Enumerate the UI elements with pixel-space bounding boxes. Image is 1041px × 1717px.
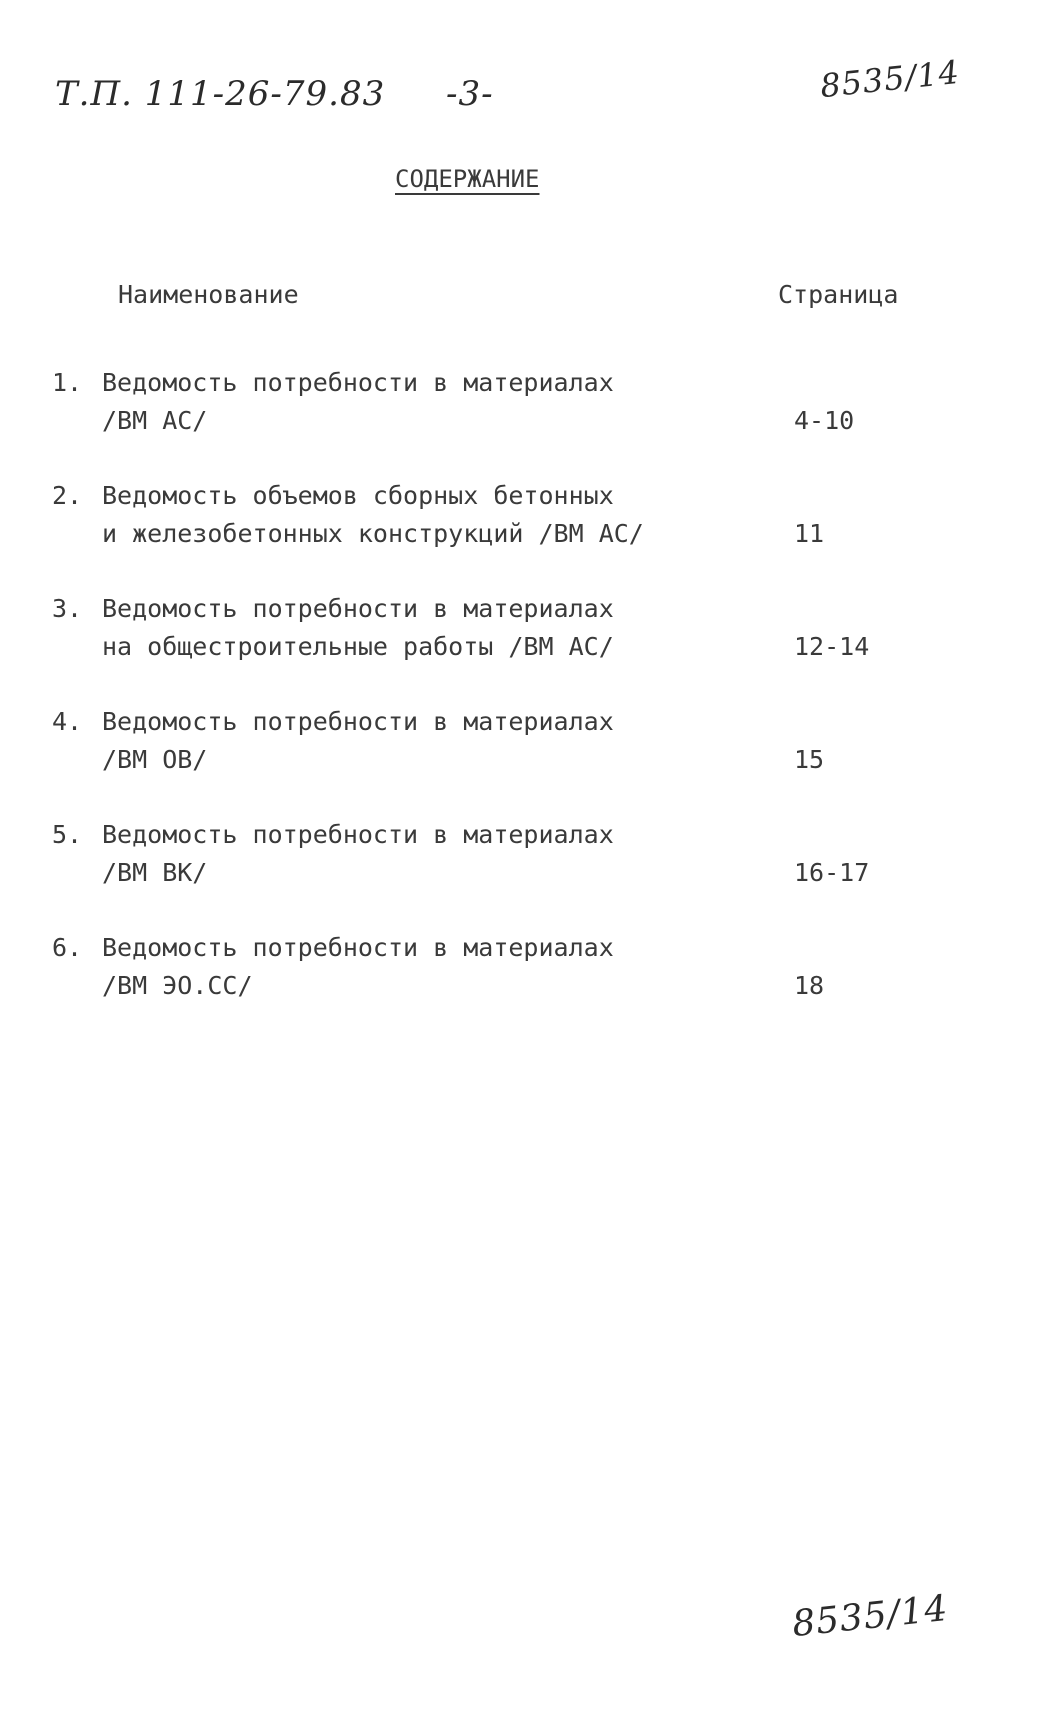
column-header-page: Страница [778,280,899,309]
entry-title-line1: Ведомость потребности в материалах [102,594,614,623]
entry-page: 4-10 [794,406,855,435]
entry-number: 2. [52,481,83,510]
entry-page: 11 [794,519,825,548]
contents-entry [52,933,952,1013]
contents-entry [52,707,952,787]
entry-title-line2: /ВМ ОВ/ [102,745,208,774]
entry-title-line2: /ВМ ЭО.СС/ [102,971,253,1000]
entry-page: 12-14 [794,632,870,661]
entry-title-line1: Ведомость потребности в материалах [102,707,614,736]
entry-number: 6. [52,933,83,962]
entry-title-line2: и железобетонных конструкций /ВМ АС/ [102,519,644,548]
entry-title-line2: /ВМ АС/ [102,406,208,435]
document-code: Т.П. 111-26-79.83 [55,74,386,114]
entry-title-line1: Ведомость объемов сборных бетонных [102,481,614,510]
column-header-name: Наименование [118,280,299,309]
contents-entry [52,481,952,561]
entry-title-line2: /ВМ ВК/ [102,858,208,887]
entry-title-line2: на общестроительные работы /ВМ АС/ [102,632,614,661]
entry-page: 18 [794,971,825,1000]
contents-entry [52,820,952,900]
archive-number-bottom: 8535/14 [790,1587,951,1646]
entry-page: 16-17 [794,858,870,887]
entry-title-line1: Ведомость потребности в материалах [102,933,614,962]
entry-page: 15 [794,745,825,774]
page-title: СОДЕРЖАНИЕ [395,165,540,193]
entry-title-line1: Ведомость потребности в материалах [102,820,614,849]
entry-number: 4. [52,707,83,736]
entry-number: 3. [52,594,83,623]
contents-entry [52,368,952,448]
page-number: -3- [446,74,494,114]
entry-number: 1. [52,368,83,397]
archive-number-top: 8535/14 [818,52,962,106]
entry-title-line1: Ведомость потребности в материалах [102,368,614,397]
contents-entry [52,594,952,674]
entry-number: 5. [52,820,83,849]
